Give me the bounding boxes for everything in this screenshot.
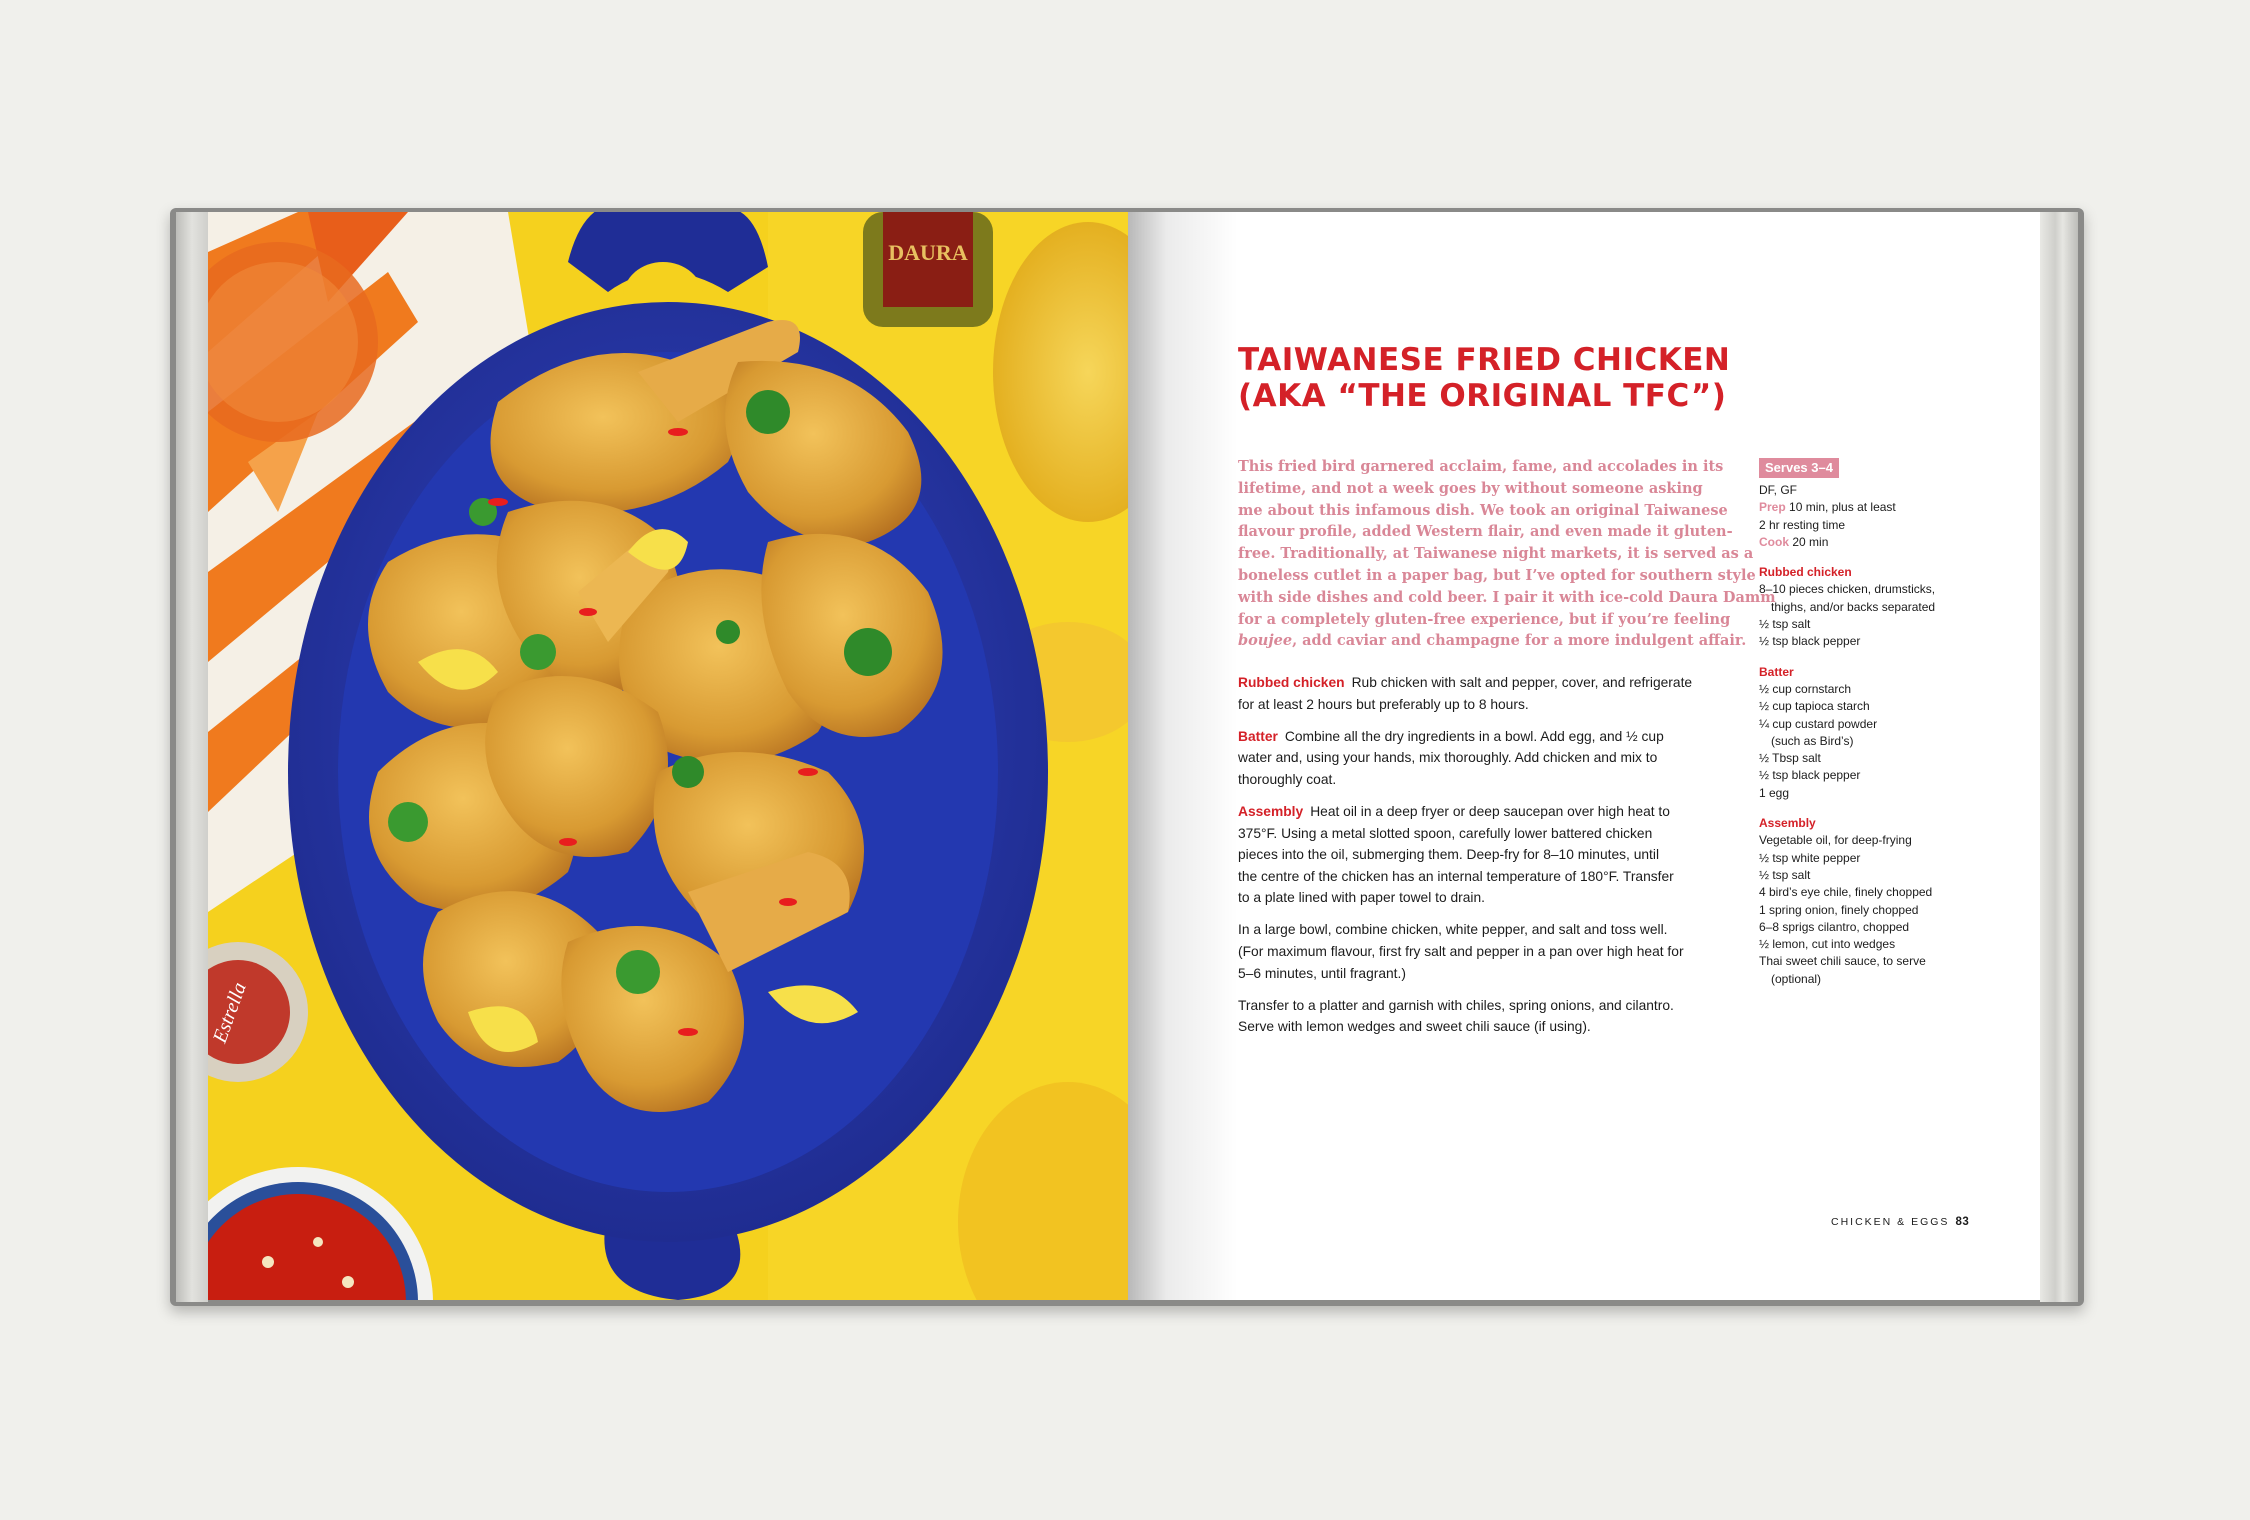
step-first-line bbox=[1238, 672, 1708, 694]
step-line: to a plate lined with paper towel to drain. bbox=[1238, 890, 1485, 906]
diet-tags: DF, GF bbox=[1759, 483, 1797, 497]
ingredient-item: ½ cup tapioca starch bbox=[1759, 699, 1870, 714]
cook-time bbox=[1759, 534, 1979, 551]
method-step bbox=[1238, 726, 1708, 791]
bottle-label-text: DAURA bbox=[888, 240, 968, 265]
intro-line: flavour profile, added Western flair, and even made it gluten- bbox=[1238, 523, 1733, 541]
ingredient-item: 1 spring onion, finely chopped bbox=[1759, 902, 1919, 917]
ingredient-group-heading: Assembly bbox=[1759, 816, 1816, 831]
ingredient-item: 4 bird’s eye chile, finely chopped bbox=[1759, 885, 1933, 900]
prep-time bbox=[1759, 499, 1979, 516]
step-line: the centre of the chicken has an internal temperature of 180°F. Transfer bbox=[1238, 868, 1674, 884]
step-line: 5–6 minutes, until fragrant.) bbox=[1238, 965, 1406, 981]
intro-italic-word: boujee bbox=[1238, 632, 1293, 650]
prep-label: Prep bbox=[1759, 500, 1786, 515]
method-step bbox=[1238, 919, 1708, 984]
step-line: Transfer to a platter and garnish with chiles, spring onions, and cilantro. bbox=[1238, 997, 1674, 1013]
page-number: 83 bbox=[1955, 1216, 1970, 1228]
ingredient-item: ½ tsp black pepper bbox=[1759, 634, 1861, 649]
beer-bottle bbox=[863, 212, 993, 327]
prep-time-cont: 2 hr resting time bbox=[1759, 517, 1846, 532]
step-text: Heat oil in a deep fryer or deep saucepan over high heat to bbox=[1310, 803, 1670, 819]
step-first-line bbox=[1238, 726, 1708, 748]
prep-value: 10 min, plus at least bbox=[1789, 500, 1896, 515]
cook-value: 20 min bbox=[1792, 534, 1829, 549]
intro-line: me about this infamous dish. We took an original Taiwanese bbox=[1238, 501, 1728, 519]
title-line-2: (AKA “THE ORIGINAL TFC”) bbox=[1238, 378, 1727, 414]
ingredient-group-heading: Rubbed chicken bbox=[1759, 565, 1852, 580]
food-photograph bbox=[208, 212, 1128, 1300]
ingredient-item: ¼ cup custard powder bbox=[1759, 716, 1878, 731]
cook-label: Cook bbox=[1759, 534, 1789, 549]
gutter-shadow bbox=[1128, 212, 1238, 1300]
ingredient-item: (such as Bird’s) bbox=[1771, 733, 1854, 748]
step-line: water and, using your hands, mix thoroughly. Add chicken and mix to bbox=[1238, 750, 1658, 766]
ingredient-group-heading: Batter bbox=[1759, 664, 1794, 679]
step-line: Serve with lemon wedges and sweet chili sauce (if using). bbox=[1238, 1019, 1591, 1035]
ingredient-item: ½ Tbsp salt bbox=[1759, 751, 1821, 766]
intro-last-rest: , add caviar and champagne for a more indulgent affair. bbox=[1292, 632, 1747, 650]
fried-chicken-photo bbox=[208, 212, 1128, 1300]
ingredient-item: ½ lemon, cut into wedges bbox=[1759, 937, 1896, 952]
step-label: Assembly bbox=[1238, 803, 1304, 819]
can-label-text: Estrella bbox=[208, 979, 251, 1046]
method-step bbox=[1238, 801, 1708, 909]
step-text: Rub chicken with salt and pepper, cover, and refrigerate bbox=[1351, 675, 1693, 690]
step-line: for at least 2 hours but preferably up to 8 hours. bbox=[1238, 696, 1529, 712]
intro-line: lifetime, and not a week goes by without someone asking bbox=[1238, 479, 1703, 497]
step-line: 375°F. Using a metal slotted spoon, carefully lower battered chicken bbox=[1238, 825, 1653, 841]
step-text: Combine all the dry ingredients in a bowl. Add egg, and ½ cup bbox=[1284, 728, 1664, 744]
intro-line: This fried bird garnered acclaim, fame, and accolades in its bbox=[1238, 458, 1724, 475]
page-edges-right bbox=[2040, 212, 2078, 1302]
ingredient-item: ½ tsp white pepper bbox=[1759, 850, 1861, 865]
intro-line: for a completely gluten-free experience, but if you’re feeling bbox=[1238, 610, 1731, 628]
ingredient-item: thighs, and/or backs separated bbox=[1771, 599, 1936, 614]
ingredient-item: ½ tsp salt bbox=[1759, 617, 1811, 632]
ingredient-item: Thai sweet chili sauce, to serve bbox=[1759, 954, 1926, 969]
ingredient-item: ½ tsp salt bbox=[1759, 867, 1811, 882]
recipe-sidebar bbox=[1759, 458, 1979, 988]
section-name: CHICKEN & EGGS bbox=[1831, 1216, 1950, 1228]
ingredient-item: Vegetable oil, for deep-frying bbox=[1759, 833, 1912, 848]
intro-line: free. Traditionally, at Taiwanese night markets, it is served as a bbox=[1238, 545, 1754, 563]
recipe-page bbox=[1128, 212, 2040, 1300]
ingredient-item: 8–10 pieces chicken, drumsticks, bbox=[1759, 582, 1936, 597]
intro-line: boneless cutlet in a paper bag, but I’ve opted for southern style bbox=[1238, 566, 1756, 584]
step-line: (For maximum flavour, first fry salt and pepper in a pan over high heat for bbox=[1238, 944, 1684, 960]
title-line-1: TAIWANESE FRIED CHICKEN bbox=[1238, 342, 1731, 378]
ingredient-list bbox=[1759, 564, 1979, 988]
step-label: Batter bbox=[1238, 728, 1278, 744]
recipe-title bbox=[1238, 342, 1798, 414]
recipe-method bbox=[1238, 672, 1708, 1048]
step-line: In a large bowl, combine chicken, white pepper, and salt and toss well. bbox=[1238, 922, 1668, 938]
ingredient-item: ½ cup cornstarch bbox=[1759, 681, 1852, 696]
intro-line-last bbox=[1238, 630, 1747, 652]
page-edges-left bbox=[176, 212, 208, 1302]
page-footer bbox=[1831, 1216, 1969, 1228]
step-first-line bbox=[1238, 801, 1708, 823]
ingredient-item: ½ tsp black pepper bbox=[1759, 768, 1861, 783]
step-label: Rubbed chicken bbox=[1238, 675, 1345, 690]
ingredient-item: 1 egg bbox=[1759, 785, 1790, 800]
step-line: pieces into the oil, submerging them. Deep-fry for 8–10 minutes, until bbox=[1238, 847, 1660, 863]
intro-line: with side dishes and cold beer. I pair it with ice-cold Daura Damm bbox=[1238, 588, 1776, 606]
method-step bbox=[1238, 672, 1708, 715]
method-step bbox=[1238, 995, 1708, 1038]
step-line: thoroughly coat. bbox=[1238, 771, 1337, 787]
ingredient-item: 6–8 sprigs cilantro, chopped bbox=[1759, 919, 1910, 934]
ingredient-item: (optional) bbox=[1771, 971, 1822, 986]
serves-badge: Serves 3–4 bbox=[1759, 458, 1839, 478]
